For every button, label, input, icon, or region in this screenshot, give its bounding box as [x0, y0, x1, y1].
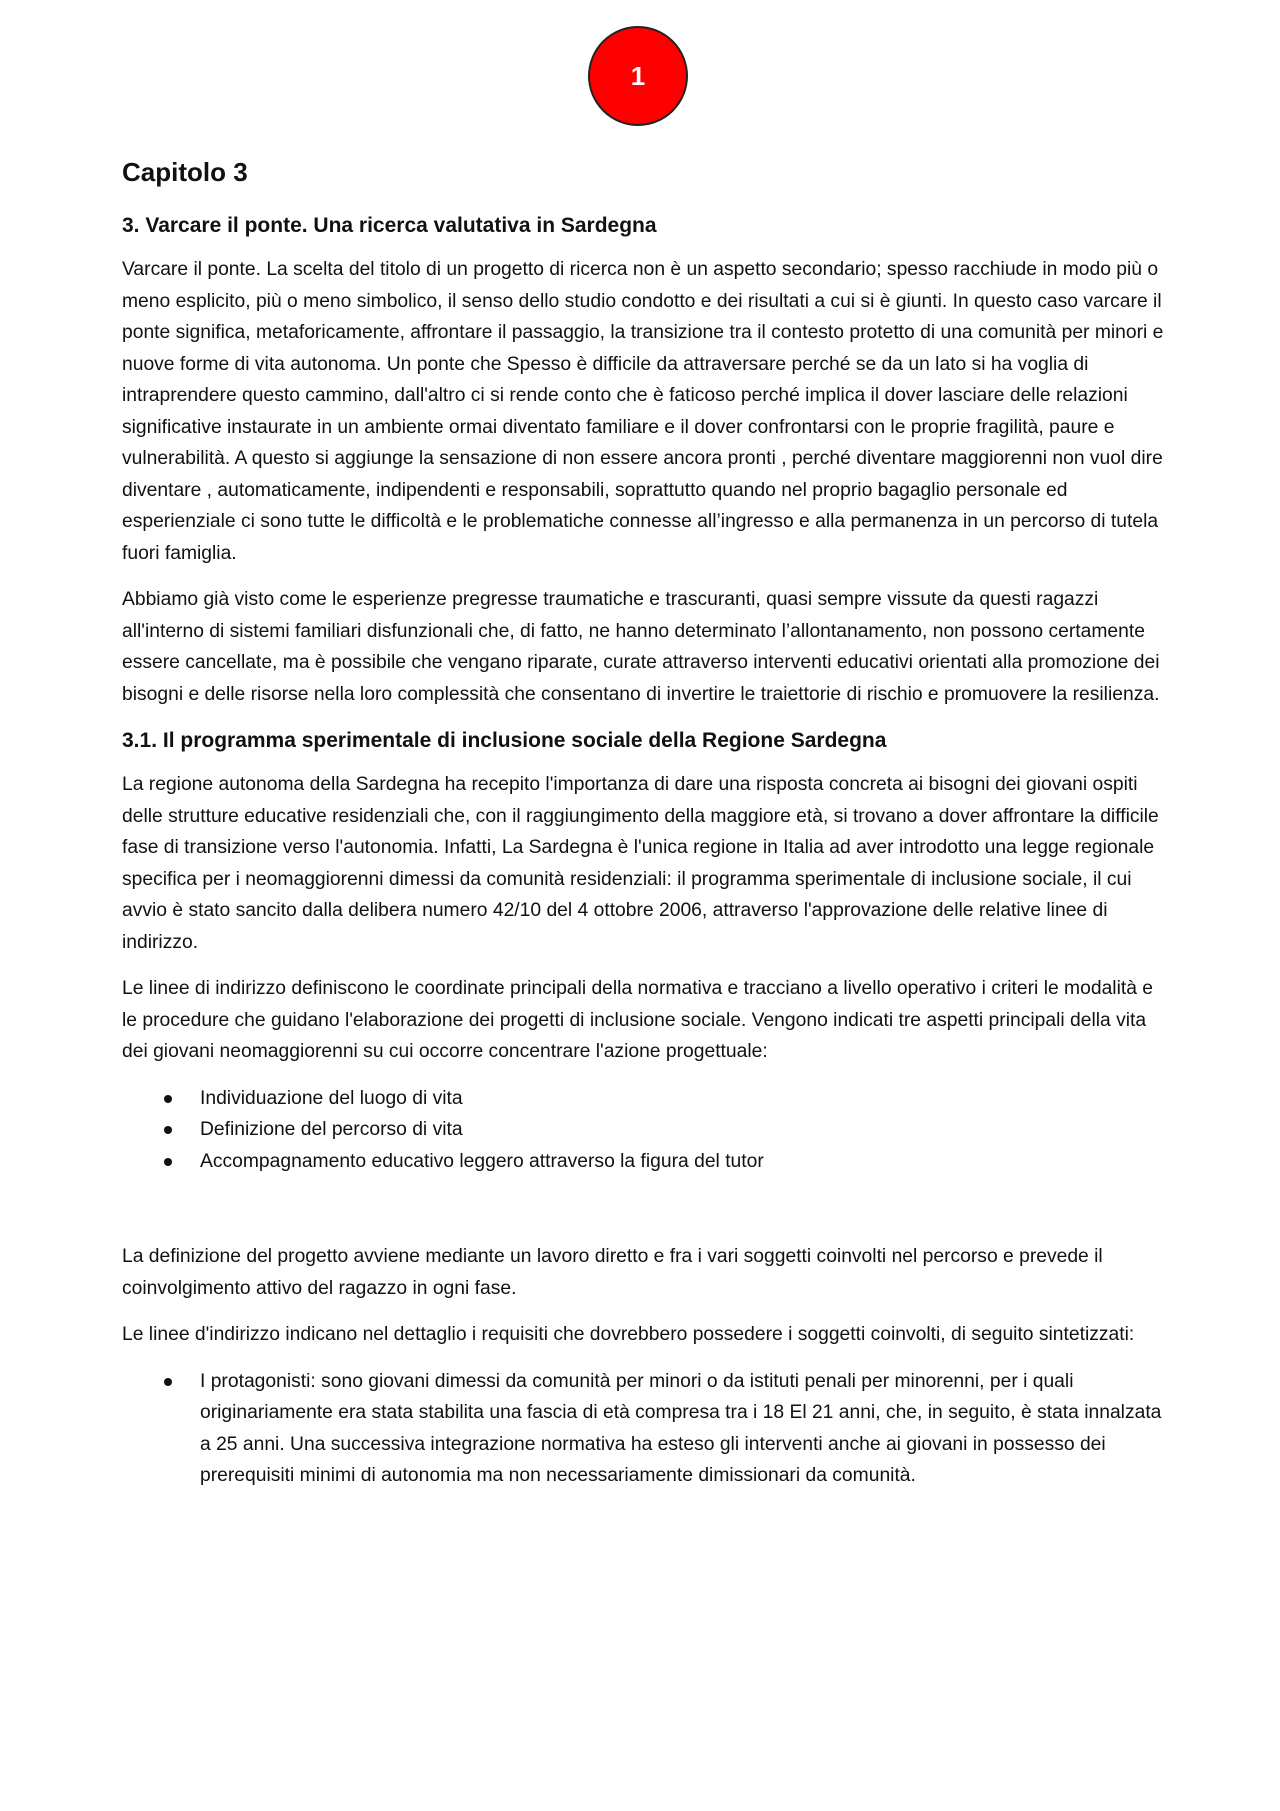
chapter-title: Capitolo 3 — [122, 157, 248, 187]
paragraph: La regione autonoma della Sardegna ha recepito l'importanza di dare una risposta concreta ai bisogni dei giovani ospiti delle strutture educative residenziali che, con il raggiungimento della maggiore età, si trovano a dover affrontare la difficile fase di transizione verso l'autonomia. Infatti, La Sardegna è l'unica regione in Italia ad aver introdotto una legge regionale specifica per i neomaggiorenni dimessi da comunità residenziali: il programma sperimentale di inclusione sociale, il cui avvio è stato sancito dalla delibera numero 42/10 del 4 ottobre 2006, attraverso l'approvazione delle relative linee di indirizzo. — [122, 774, 1159, 953]
spacer — [122, 1177, 1172, 1241]
paragraph: Le linee di indirizzo definiscono le coordinate principali della normativa e tracciano a livello operativo i criteri le modalità e le procedure che guidano l'elaborazione dei progetti di inclusione sociale. Vengono indicati tre aspetti principali della vita dei giovani neomaggiorenni su cui occorre concentrare l'azione progettuale: — [122, 978, 1154, 1062]
section-heading-3: 3. Varcare il ponte. Una ricerca valutativa in Sardegna — [122, 214, 657, 237]
list-item: Accompagnamento educativo leggero attraverso la figura del tutor — [122, 1146, 1172, 1178]
list-item: I protagonisti: sono giovani dimessi da comunità per minori o da istituti penali per minorenni, per i quali originariamente era stata stabilita una fascia di età compresa tra i 18 El 21 anni, che, in seguito, è stata innalzata a 25 anni. Una successiva integrazione normativa ha esteso gli interventi anche ai giovani in possesso dei prerequisiti minimi di autonomia ma non necessariamente dimissionari da comunità. — [122, 1366, 1172, 1492]
paragraph: Varcare il ponte. La scelta del titolo di un progetto di ricerca non è un aspetto secondario; spesso racchiude in modo più o meno esplicito, più o meno simbolico, il senso dello studio condotto e dei risultati a cui si è giunti. In questo caso varcare il ponte significa, metaforicamente, affrontare il passaggio, la transizione tra il contesto protetto di una comunità per minori e nuove forme di vita autonoma. Un ponte che Spesso è difficile da attraversare perché se da un lato si ha voglia di intraprendere questo cammino, dall'altro ci si rende conto che è faticoso perché implica il dover lasciare delle relazioni significative instaurate in un ambiente ormai diventato familiare e il dover confrontarsi con le proprie fragilità, paure e vulnerabilità. A questo si aggiunge la sensazione di non essere ancora pronti , perché diventare maggiorenni non vuol dire diventare , automaticamente, indipendenti e responsabili, soprattutto quando nel proprio bagaglio personale ed esperienziale ci sono tutte le difficoltà e le problematiche connesse all’ingresso e alla permanenza in un percorso di tutela fuori famiglia. — [122, 259, 1164, 564]
page-number: 1 — [630, 60, 646, 91]
paragraph: Abbiamo già visto come le esperienze pregresse traumatiche e trascuranti, quasi sempre vissute da questi ragazzi all'interno di sistemi familiari disfunzionali che, di fatto, ne hanno determinato l’allontanamento, non possono certamente essere cancellate, ma è possibile che vengano riparate, curate attraverso interventi educativi orientati alla promozione dei bisogni e delle risorse nella loro complessità che consentano di invertire le traiettorie di rischio e promuovere la resilienza. — [122, 589, 1160, 705]
document-body — [122, 210, 1172, 1492]
list-item: Definizione del percorso di vita — [122, 1114, 1172, 1146]
section-heading-3-1: 3.1. Il programma sperimentale di inclusione sociale della Regione Sardegna — [122, 729, 887, 752]
list-item: Individuazione del luogo di vita — [122, 1083, 1172, 1115]
paragraph: Le linee d'indirizzo indicano nel dettaglio i requisiti che dovrebbero possedere i soggetti coinvolti, di seguito sintetizzati: — [122, 1324, 1135, 1345]
paragraph: La definizione del progetto avviene mediante un lavoro diretto e fra i vari soggetti coinvolti nel percorso e prevede il coinvolgimento attivo del ragazzo in ogni fase. — [122, 1246, 1103, 1299]
bullet-list-aspects — [122, 1083, 1172, 1178]
bullet-list-subjects — [122, 1366, 1172, 1492]
page-number-badge — [588, 26, 688, 126]
